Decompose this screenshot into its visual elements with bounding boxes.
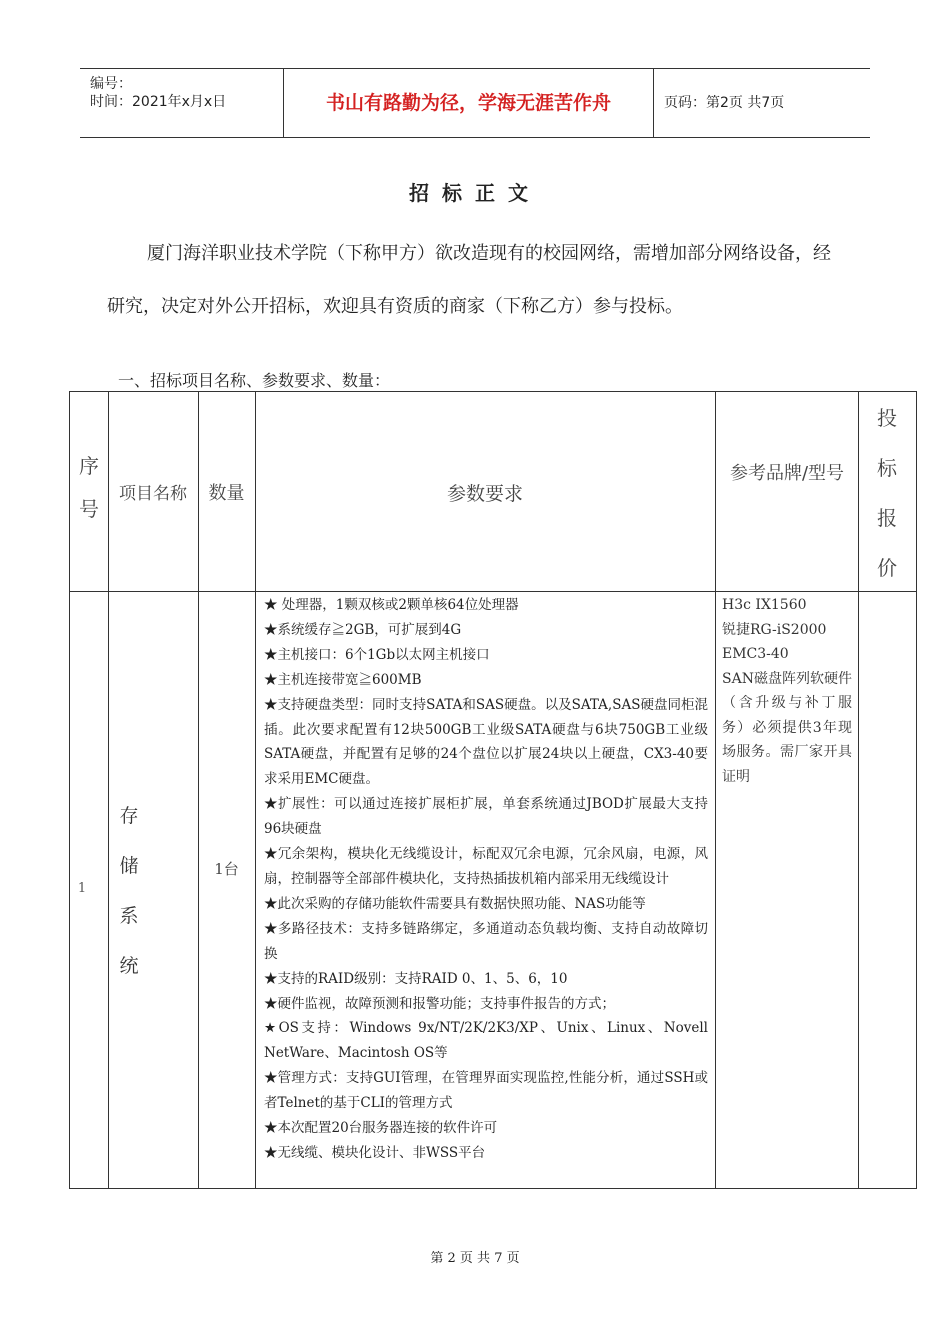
header-motto: 书山有路勤为径，学海无涯苦作舟 — [284, 69, 654, 137]
row-brand — [722, 593, 852, 789]
param-line: ★此次采购的存储功能软件需要具有数据快照功能、NAS功能等 — [264, 895, 646, 912]
header-params: 参数要求 — [446, 483, 523, 505]
header-info-cell — [80, 69, 284, 137]
brand-line: EMC3-40 — [722, 646, 789, 662]
time-label: 时间：2021年x月x日 — [90, 94, 227, 110]
header-seq: 序号 — [79, 454, 99, 521]
brand-line: H3c IX1560 — [722, 597, 807, 613]
brand-note: SAN磁盘阵列软硬件（含升级与补丁服务）必须提供3年现场服务。需厂家开具证明 — [722, 670, 852, 785]
page-indicator: 页码：第2页 共7页 — [664, 95, 785, 111]
header-qty: 数量 — [208, 483, 245, 504]
param-line: ★主机连接带宽≧600MB — [264, 671, 422, 688]
param-line: ★OS支持：Windows 9x/NT/2K/2K3/XP、Unix、Linux、Novell NetWare、Macintosh OS等 — [264, 1020, 708, 1062]
param-line: ★本次配置20台服务器连接的软件许可 — [264, 1120, 498, 1137]
param-line: ★ 处理器，1颗双核或2颗单核64位处理器 — [264, 597, 519, 613]
row-params — [264, 593, 708, 1166]
param-line: ★硬件监视，故障预测和报警功能；支持事件报告的方式； — [264, 995, 615, 1012]
param-line: ★支持硬盘类型：同时支持SATA和SAS硬盘。以及SATA,SAS硬盘同柜混插。此次要求配置有12块500GB工业级SATA硬盘与6块750GB工业级SATA硬盘，并配置有足够的24个盘位以扩展24块以上硬盘，CX3-40要求采用EMC硬盘。 — [264, 696, 708, 788]
page-footer: 第 2 页 共 7 页 — [430, 1251, 520, 1266]
param-line: ★管理方式：支持GUI管理，在管理界面实现监控,性能分析，通过SSH或者Telnet的基于CLI的管理方式 — [264, 1070, 708, 1112]
header-price: 投标报价 — [877, 406, 897, 580]
row-seq: 1 — [77, 881, 87, 896]
intro-paragraph — [107, 227, 837, 333]
brand-line: 锐捷RG-iS2000 — [722, 621, 827, 638]
intro-text: 厦门海洋职业技术学院（下称甲方）欲改造现有的校园网络，需增加部分网络设备，经研究，决定对外公开招标，欢迎具有资质的商家（下称乙方）参与投标。 — [107, 243, 831, 317]
param-line: ★无线缆、模块化设计、非WSS平台 — [264, 1144, 486, 1161]
row-name: 存储系统 — [119, 805, 139, 977]
row-qty: 1台 — [214, 860, 239, 878]
page-header — [80, 68, 870, 138]
header-name: 项目名称 — [119, 484, 187, 504]
param-line: ★主机接口：6个1Gb以太网主机接口 — [264, 646, 490, 663]
param-line: ★扩展性：可以通过连接扩展柜扩展，单套系统通过JBOD扩展最大支持96块硬盘 — [264, 796, 708, 838]
document-title: 招标正文 — [409, 181, 541, 205]
param-line: ★系统缓存≧2GB，可扩展到4G — [264, 621, 462, 638]
param-line: ★支持的RAID级别：支持RAID 0、1、5、6，10 — [264, 970, 568, 987]
section-heading: 一、招标项目名称、参数要求、数量： — [118, 371, 391, 390]
number-label: 编号： — [90, 76, 132, 92]
bid-table — [69, 391, 917, 1189]
header-brand: 参考品牌/型号 — [729, 463, 845, 484]
param-line: ★多路径技术：支持多链路绑定，多通道动态负载均衡、支持自动故障切换 — [264, 920, 708, 962]
param-line: ★冗余架构，模块化无线缆设计，标配双冗余电源，冗余风扇，电源，风扇，控制器等全部部件模块化，支持热插拔机箱内部采用无线缆设计 — [264, 846, 708, 887]
